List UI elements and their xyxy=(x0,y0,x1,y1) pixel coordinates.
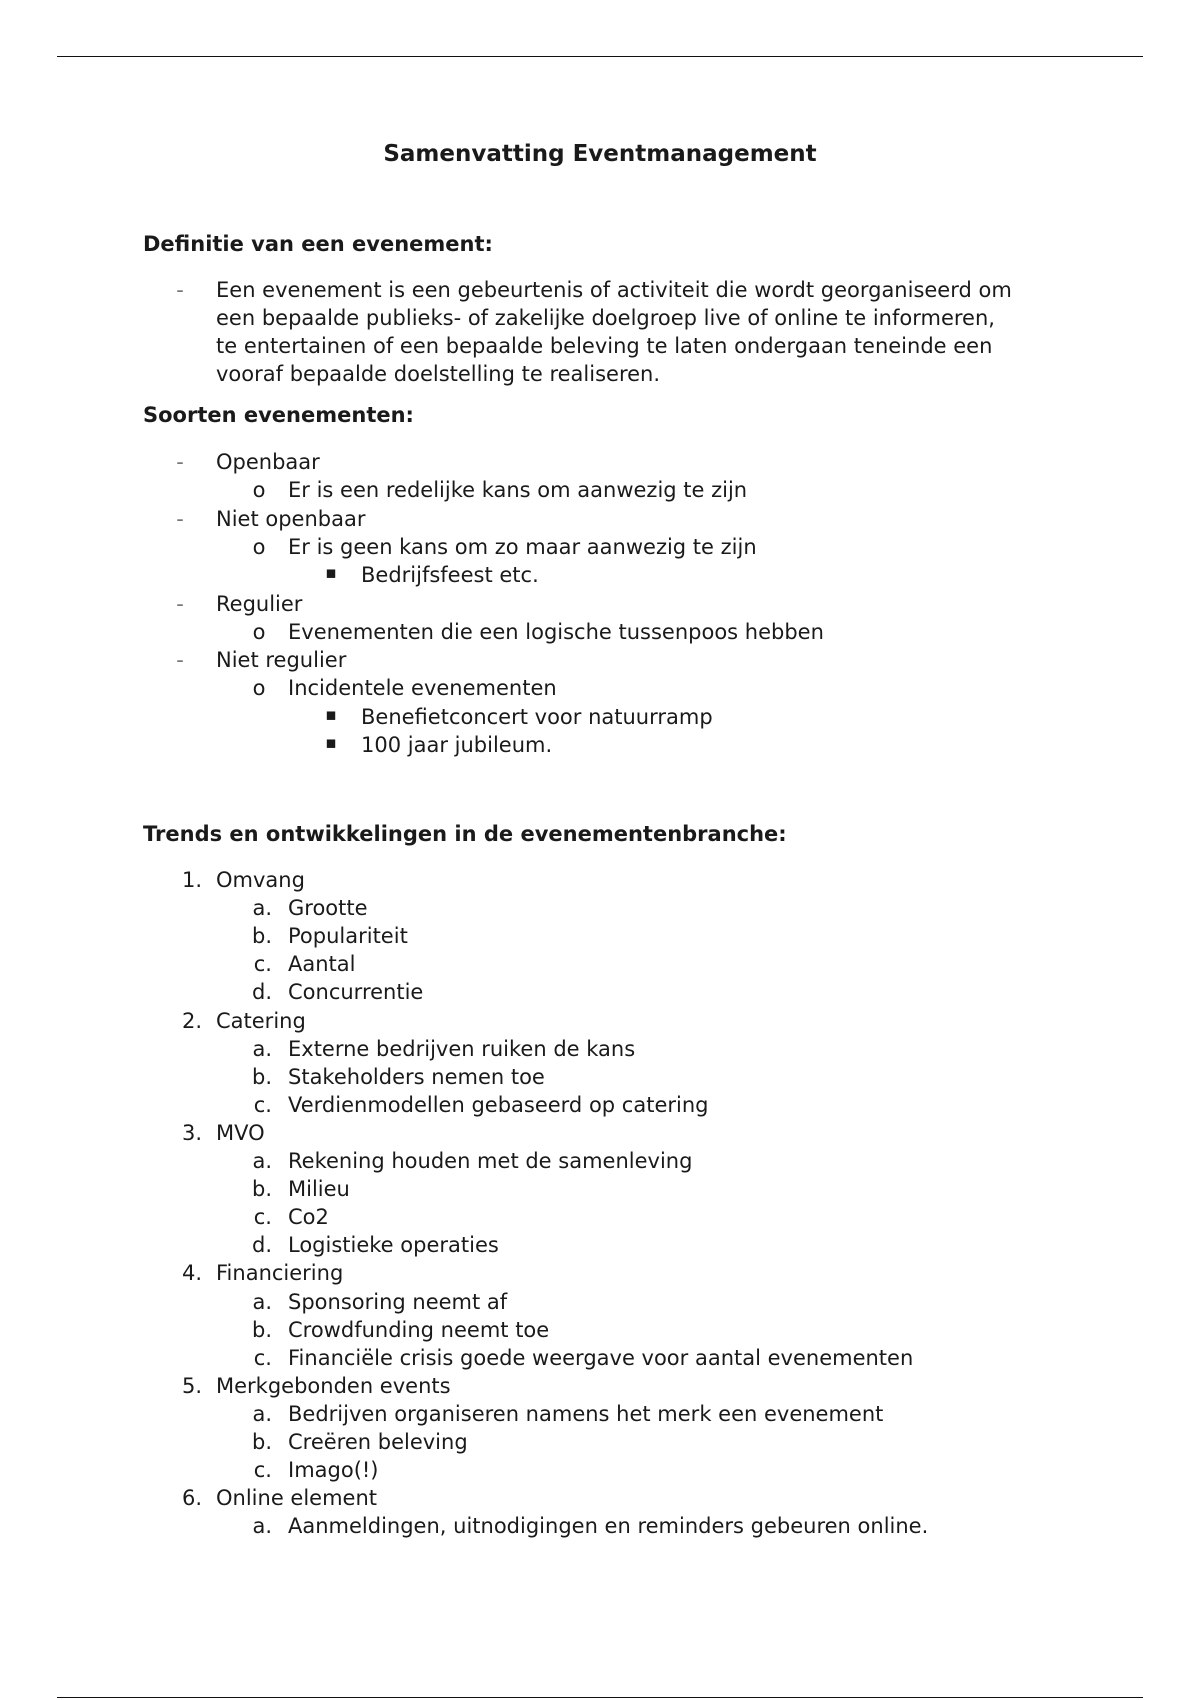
list-marker: - xyxy=(176,592,184,616)
list-item: Logistieke operaties xyxy=(288,1233,499,1258)
list-marker: b. xyxy=(251,1177,272,1202)
list-item: Rekening houden met de samenleving xyxy=(288,1149,693,1173)
document-title: Samenvatting Eventmanagement xyxy=(383,141,817,167)
list-marker: 1. xyxy=(181,868,202,892)
list-item: Evenementen die een logische tussenpoos hebben xyxy=(288,620,824,644)
list-item: Sponsoring neemt af xyxy=(288,1289,508,1314)
list-marker: a. xyxy=(252,896,272,921)
list-marker: c. xyxy=(253,1458,272,1483)
list-marker: - xyxy=(176,507,184,531)
list-item: Stakeholders nemen toe xyxy=(288,1064,545,1089)
list-marker: c. xyxy=(253,952,272,977)
list-marker: 3. xyxy=(181,1120,202,1145)
list-item: Bedrijfsfeest etc. xyxy=(361,563,539,587)
list-marker: a. xyxy=(252,1036,272,1061)
list-marker: a. xyxy=(252,1514,272,1539)
list-item: Openbaar xyxy=(216,450,320,474)
list-item: Incidentele evenementen xyxy=(288,676,557,700)
list-item: Milieu xyxy=(288,1177,350,1202)
list-marker: ▪ xyxy=(325,563,337,583)
list-item: Crowdfunding neemt toe xyxy=(288,1317,550,1342)
list-marker: o xyxy=(252,620,266,644)
list-item: Co2 xyxy=(288,1205,329,1230)
list-marker: ▪ xyxy=(325,705,337,725)
list-item: Financiering xyxy=(216,1261,344,1286)
definition-line: te entertainen of een bepaalde beleving te laten ondergaan teneinde een xyxy=(216,334,993,358)
list-item: Online element xyxy=(216,1486,378,1511)
list-item: Verdienmodellen gebaseerd op catering xyxy=(288,1092,709,1117)
definition-line: vooraf bepaalde doelstelling te realiseren. xyxy=(216,362,661,386)
list-item: Concurrentie xyxy=(288,980,424,1005)
list-marker: d. xyxy=(251,1233,272,1258)
list-marker: ▪ xyxy=(325,733,337,753)
list-marker: b. xyxy=(251,1317,272,1342)
list-item: Merkgebonden events xyxy=(216,1373,451,1398)
list-item: Omvang xyxy=(216,868,305,892)
footer-rule xyxy=(57,1697,1143,1698)
list-marker: b. xyxy=(251,924,272,949)
list-marker: c. xyxy=(253,1205,272,1230)
list-marker: 4. xyxy=(181,1261,202,1286)
list-item: 100 jaar jubileum. xyxy=(361,733,553,757)
list-marker: c. xyxy=(253,1092,272,1117)
definition-line: een bepaalde publieks- of zakelijke doelgroep live of online te informeren, xyxy=(216,306,995,330)
list-item: Er is een redelijke kans om aanwezig te zijn xyxy=(288,478,748,502)
list-item: Niet openbaar xyxy=(216,507,366,531)
list-item: Financiële crisis goede weergave voor aantal evenementen xyxy=(288,1345,914,1370)
header-rule xyxy=(57,56,1143,57)
list-marker: 2. xyxy=(181,1008,202,1033)
list-item: Aanmeldingen, uitnodigingen en reminders gebeuren online. xyxy=(288,1514,929,1539)
list-marker: a. xyxy=(252,1289,272,1314)
list-marker: a. xyxy=(252,1401,272,1426)
list-item: Er is geen kans om zo maar aanwezig te zijn xyxy=(288,535,757,559)
list-marker: b. xyxy=(251,1430,272,1454)
list-item: Benefietconcert voor natuurramp xyxy=(361,705,713,729)
list-item: Imago(!) xyxy=(288,1458,379,1483)
list-marker: - xyxy=(176,450,184,474)
list-marker: o xyxy=(252,478,266,502)
list-marker: b. xyxy=(251,1064,272,1089)
section-heading-definitie: Definitie van een evenement: xyxy=(143,232,493,256)
list-marker: d. xyxy=(251,980,272,1005)
list-item: Niet regulier xyxy=(216,648,347,672)
list-marker: o xyxy=(252,535,266,559)
list-marker: 5. xyxy=(181,1373,202,1398)
list-marker: - xyxy=(176,648,184,672)
section-heading-trends: Trends en ontwikkelingen in de evenementenbranche: xyxy=(143,822,787,846)
list-item: Externe bedrijven ruiken de kans xyxy=(288,1036,636,1061)
list-marker: c. xyxy=(253,1345,272,1370)
section-heading-soorten: Soorten evenementen: xyxy=(143,403,414,427)
list-item: Grootte xyxy=(288,896,368,921)
list-marker: o xyxy=(252,676,266,700)
list-item: Catering xyxy=(216,1008,306,1033)
list-item: MVO xyxy=(216,1120,265,1145)
list-marker: 6. xyxy=(181,1486,202,1511)
definition-line: Een evenement is een gebeurtenis of activiteit die wordt georganiseerd om xyxy=(216,278,1012,302)
list-item: Bedrijven organiseren namens het merk een evenement xyxy=(288,1401,884,1426)
bullet-dash: - xyxy=(176,278,184,302)
list-marker: a. xyxy=(252,1149,272,1173)
list-item: Aantal xyxy=(288,952,356,977)
list-item: Creëren beleving xyxy=(288,1430,468,1454)
list-item: Regulier xyxy=(216,592,303,616)
list-item: Populariteit xyxy=(288,924,408,949)
